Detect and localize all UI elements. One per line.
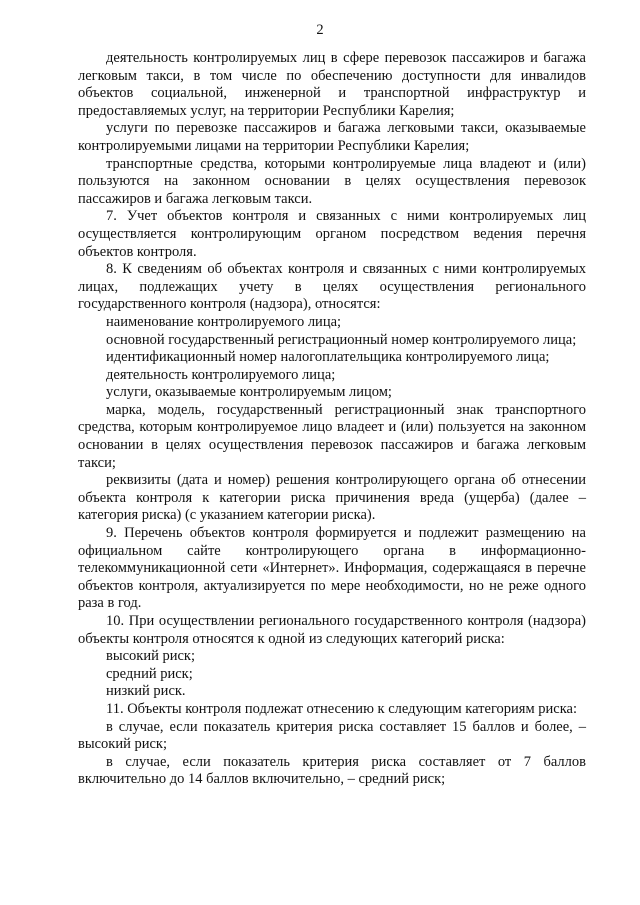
paragraph: в случае, если показатель критерия риска составляет от 7 баллов включительно до 14 баллов включительно, – средний риск;: [78, 753, 586, 788]
paragraph: 8. К сведениям об объектах контроля и связанных с ними контролируемых лицах, подлежащих учету в целях осуществления регионального государственного контроля (надзора), относятся:: [78, 261, 586, 313]
paragraph: услуги по перевозке пассажиров и багажа легковыми такси, оказываемые контролируемыми лицами на территории Республики Карелия;: [78, 120, 586, 154]
paragraph: 11. Объекты контроля подлежат отнесению к следующим категориям риска:: [106, 700, 578, 717]
paragraph: 9. Перечень объектов контроля формируется и подлежит размещению на официальном сайте контролирующего органа в информационно-телекоммуникационной сети «Интернет». Информация, содержащаяся в перечне объектов контроля, актуализируется по мере необходимости, но не реже одного раза в год.: [78, 525, 586, 612]
document-body: [78, 50, 586, 789]
paragraph: в случае, если показатель критерия риска составляет 15 баллов и более, – высокий риск;: [78, 718, 586, 753]
paragraph: марка, модель, государственный регистрационный знак транспортного средства, которым контролируемое лицо владеет и (или) пользуется на законном основании в целях осуществления перевозок пассажиров и багажа легковым такси;: [78, 401, 586, 471]
page-number: 2: [316, 22, 324, 38]
paragraph: реквизиты (дата и номер) решения контролирующего органа об отнесении объекта контроля к категории риска причинения вреда (ущерба) (далее – категория риска) (с указанием категории риска).: [78, 472, 586, 524]
paragraph: средний риск;: [106, 665, 193, 682]
paragraph: транспортные средства, которыми контролируемые лица владеют и (или) пользуются на законном основании в целях осуществления перевозок пассажиров и багажа легковым такси.: [78, 155, 586, 207]
paragraph: наименование контролируемого лица;: [106, 313, 342, 330]
paragraph: деятельность контролируемого лица;: [106, 366, 336, 383]
paragraph: услуги, оказываемые контролируемым лицом;: [106, 384, 392, 401]
paragraph: идентификационный номер налогоплательщика контролируемого лица;: [106, 349, 550, 366]
paragraph: низкий риск.: [106, 683, 186, 700]
paragraph: 10. При осуществлении регионального государственного контроля (надзора) объекты контроля относятся к одной из следующих категорий риска:: [78, 613, 586, 647]
paragraph: основной государственный регистрационный номер контролируемого лица;: [106, 331, 577, 348]
paragraph: 7. Учет объектов контроля и связанных с ними контролируемых лиц осуществляется контролирующим органом посредством ведения перечня объектов контроля.: [78, 208, 586, 260]
paragraph: деятельность контролируемых лиц в сфере перевозок пассажиров и багажа легковым такси, в том числе по обеспечению доступности для инвалидов объектов социальной, инженерной и транспортной инфраструктур и предоставляемых услуг, на территории Республики Карелия;: [78, 50, 586, 119]
paragraph: высокий риск;: [106, 648, 195, 665]
